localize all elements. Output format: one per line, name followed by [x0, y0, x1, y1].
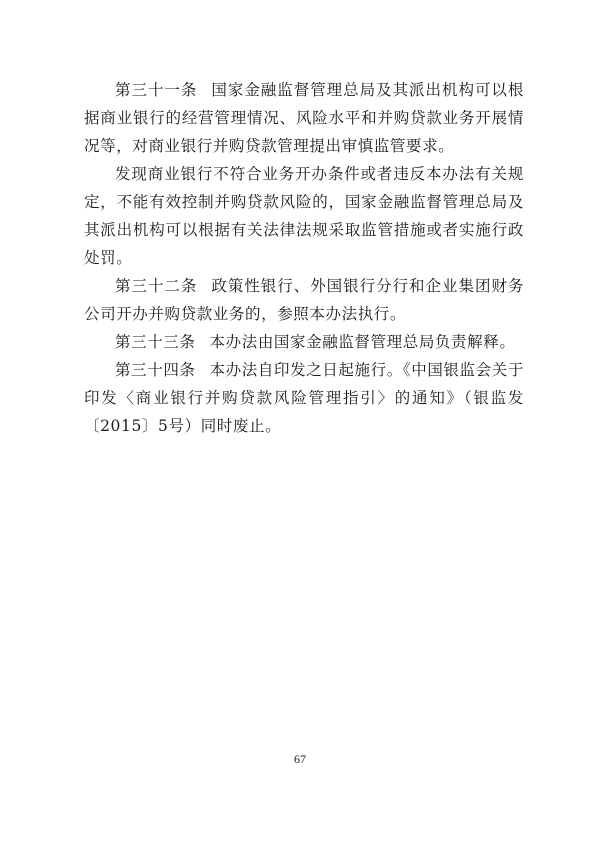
article-number: 第三十一条 — [115, 81, 198, 99]
paragraph-article-31 — [84, 76, 524, 160]
document-body — [84, 76, 524, 440]
paragraph-text: 发现商业银行不符合业务开办条件或者违反本办法有关规定，不能有效控制并购贷款风险的，国家金融监督管理总局及其派出机构可以根据有关法律法规采取监管措施或者实施行政处罚。 — [84, 165, 524, 267]
article-number: 第三十三条 — [115, 333, 196, 351]
paragraph-text: 政策性银行、外国银行分行和企业集团财务公司开办并购贷款业务的，参照本办法执行。 — [84, 277, 524, 323]
paragraph-article-32 — [84, 272, 524, 328]
article-number: 第三十四条 — [115, 361, 196, 379]
paragraph-article-33 — [84, 328, 524, 356]
paragraph-text: 本办法自印发之日起施行。《中国银监会关于印发〈商业银行并购贷款风险管理指引〉的通知》（银监发〔2015〕5号）同时废止。 — [84, 361, 524, 435]
page-number: 67 — [294, 752, 306, 766]
paragraph-text: 国家金融监督管理总局及其派出机构可以根据商业银行的经营管理情况、风险水平和并购贷款业务开展情况等，对商业银行并购贷款管理提出审慎监管要求。 — [84, 81, 524, 155]
article-number: 第三十二条 — [115, 277, 198, 295]
paragraph-text: 本办法由国家金融监督管理总局负责解释。 — [209, 333, 516, 351]
paragraph-article-31-continued — [84, 160, 524, 272]
paragraph-article-34 — [84, 356, 524, 440]
